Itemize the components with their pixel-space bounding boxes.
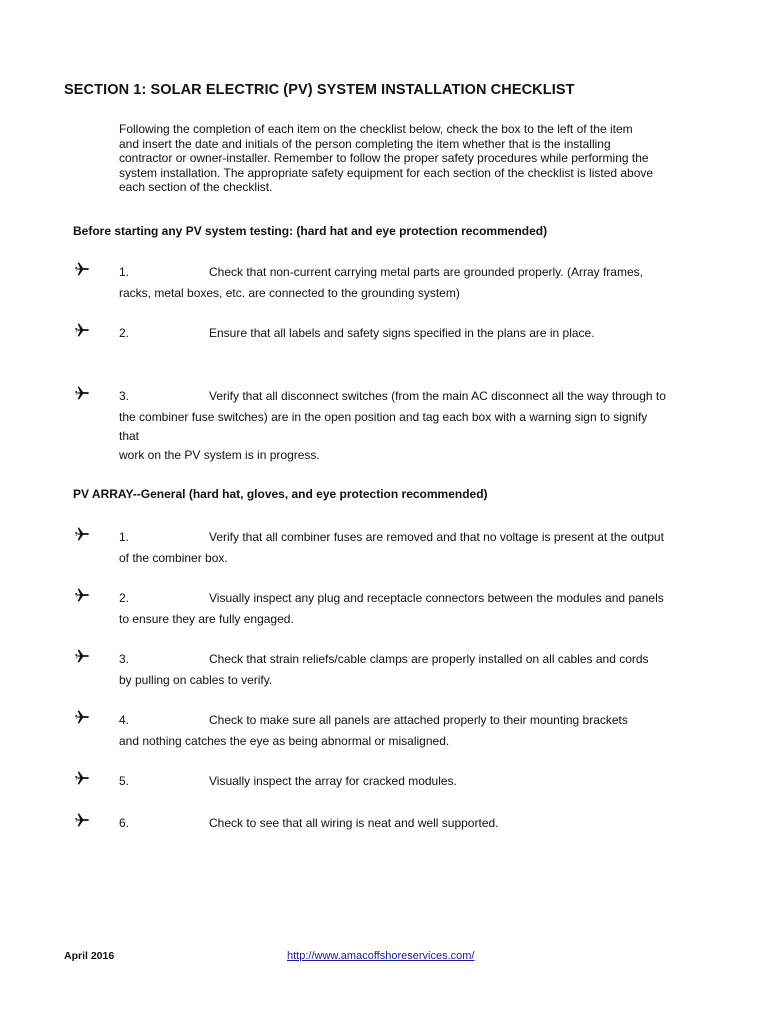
airplane-icon [74, 322, 90, 338]
item-text-continued: by pulling on cables to verify. [119, 673, 273, 687]
section-heading-pre-testing: Before starting any PV system testing: (hard hat and eye protection recommended) [73, 224, 548, 238]
item-number: 4. [119, 713, 130, 727]
item-text-continued: the combiner fuse switches) are in the open position and tag each box with a warning sign to signify that work on the PV system is in progress. [119, 410, 648, 462]
item-text: Check to make sure all panels are attached properly to their mounting brackets [209, 713, 628, 727]
item-text-continued: racks, metal boxes, etc. are connected to the grounding system) [119, 286, 460, 300]
item-number: 3. [119, 652, 130, 666]
section-heading-pv-array: PV ARRAY--General (hard hat, gloves, and eye protection recommended) [73, 487, 488, 501]
item-number: 1. [119, 530, 130, 544]
item-number: 5. [119, 774, 130, 788]
item-text: Check that non-current carrying metal parts are grounded properly. (Array frames, [209, 265, 643, 279]
item-text-continued: to ensure they are fully engaged. [119, 612, 294, 626]
item-text: Verify that all disconnect switches (from the main AC disconnect all the way through to [209, 389, 666, 403]
footer-website-link[interactable]: http://www.amacoffshoreservices.com/ [287, 950, 475, 962]
item-number: 2. [119, 326, 130, 340]
item-number: 1. [119, 265, 130, 279]
airplane-icon [74, 812, 90, 828]
airplane-icon [74, 770, 90, 786]
item-text: Visually inspect the array for cracked modules. [209, 774, 457, 788]
item-text: Check that strain reliefs/cable clamps are properly installed on all cables and cords [209, 652, 649, 666]
item-text: Check to see that all wiring is neat and well supported. [209, 816, 499, 830]
item-number: 6. [119, 816, 130, 830]
airplane-icon [74, 385, 90, 401]
intro-paragraph: Following the completion of each item on the checklist below, check the box to the left of the item and insert the date and initials of the person completing the item whether that is the installing contractor or owner-installer. Remember to follow the proper safety procedures while performing the system installation. The appropriate safety equipment for each section of the checklist is listed above each section of the checklist. [119, 122, 654, 195]
airplane-icon [74, 648, 90, 664]
airplane-icon [74, 709, 90, 725]
airplane-icon [74, 261, 90, 277]
item-number: 2. [119, 591, 130, 605]
item-number: 3. [119, 389, 130, 403]
item-text: Ensure that all labels and safety signs specified in the plans are in place. [209, 326, 595, 340]
item-text-continued: and nothing catches the eye as being abnormal or misaligned. [119, 734, 450, 748]
footer-date: April 2016 [64, 950, 115, 962]
airplane-icon [74, 587, 90, 603]
item-text-continued: of the combiner box. [119, 551, 228, 565]
item-text: Verify that all combiner fuses are removed and that no voltage is present at the output [209, 530, 664, 544]
airplane-icon [74, 526, 90, 542]
item-text: Visually inspect any plug and receptacle connectors between the modules and panels [209, 591, 664, 605]
page-title: SECTION 1: SOLAR ELECTRIC (PV) SYSTEM INSTALLATION CHECKLIST [64, 82, 575, 98]
